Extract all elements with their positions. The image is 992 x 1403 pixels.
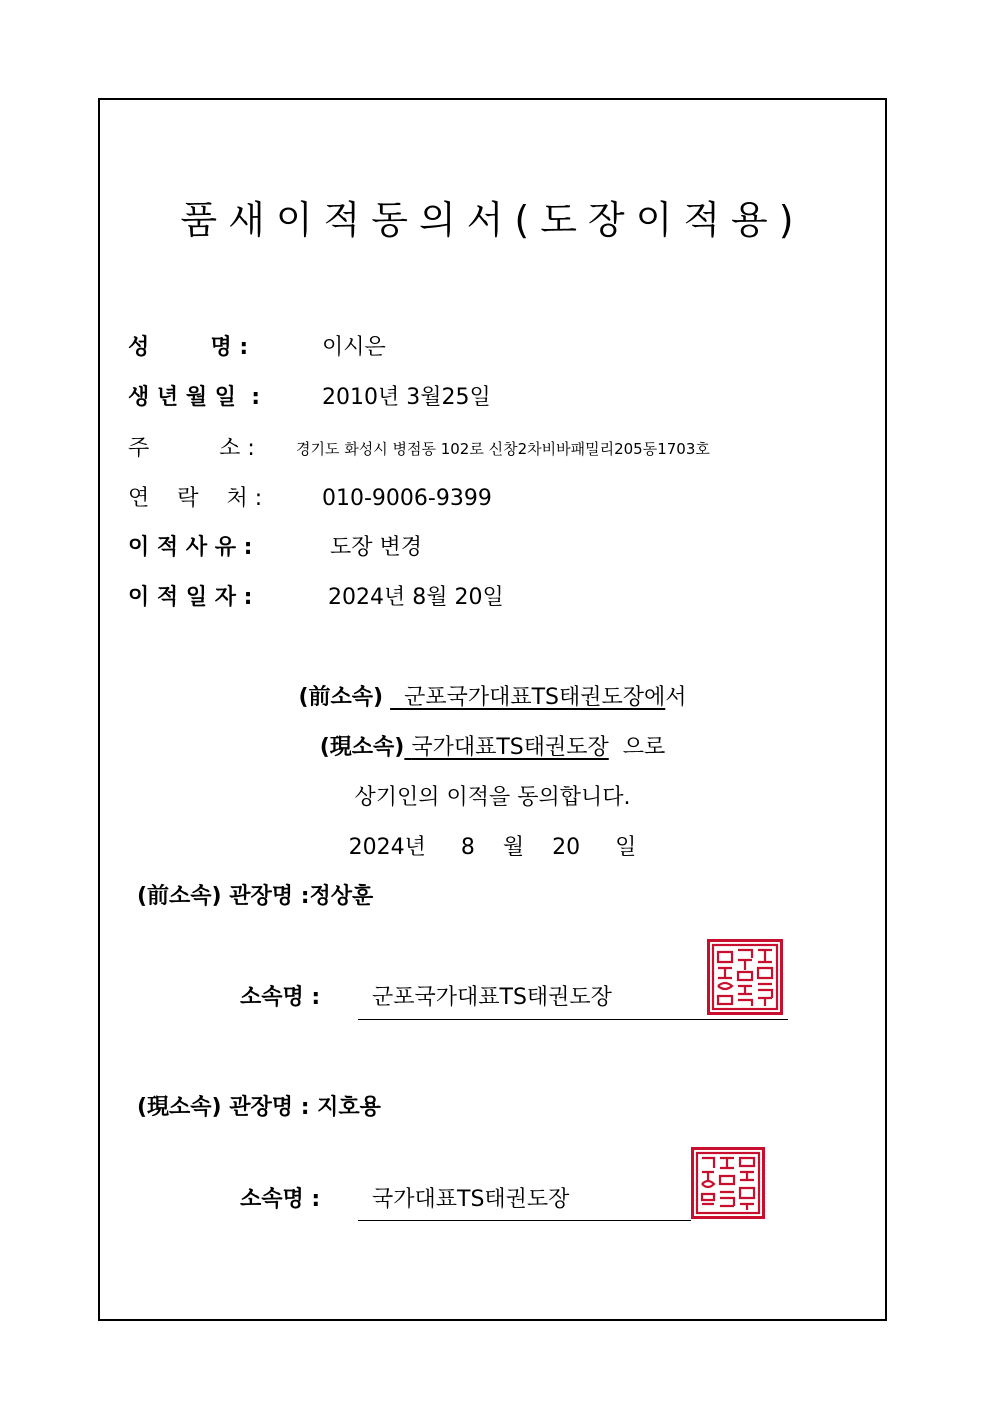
previous-suffix: 서	[665, 685, 687, 710]
previous-affiliation-label: 소속명 :	[240, 985, 321, 1010]
name-label: 성 명 :	[128, 335, 249, 360]
previous-gym-seal	[707, 939, 783, 1015]
reason-label: 이 적 사 유 :	[128, 535, 253, 560]
previous-gym: 군포국가대표TS태권도장에	[404, 685, 666, 710]
transfer-date-label: 이 적 일 자 :	[128, 585, 253, 610]
birth-label: 생 년 월 일 :	[128, 385, 261, 410]
current-gym-seal	[691, 1147, 765, 1219]
current-gym: 국가대표TS태권도장	[411, 735, 609, 760]
contact-label: 연 락 처 :	[128, 486, 263, 511]
previous-prefix: (前소속)	[298, 685, 384, 710]
current-affiliation-label: 소속명 :	[240, 1187, 321, 1212]
document-title: 품새이적동의서(도장이적용)	[180, 198, 805, 242]
current-signature-line	[358, 1220, 691, 1221]
current-affiliation-line	[98, 732, 887, 764]
consent-text: 상기인의 이적을 동의합니다.	[354, 785, 631, 810]
current-affiliation-value: 국가대표TS태권도장	[372, 1187, 570, 1212]
seal-graphic	[694, 1150, 762, 1216]
address-value: 경기도 화성시 병점동 102로 신창2차비바패밀리205동1703호	[296, 440, 710, 458]
reason-value: 도장 변경	[330, 535, 423, 560]
address-label: 주 소 :	[128, 436, 255, 461]
transfer-date-value: 2024년 8월 20일	[328, 585, 504, 610]
contact-value: 010-9006-9399	[322, 486, 492, 511]
previous-director-line: (前소속) 관장명 :정상훈	[137, 884, 374, 909]
previous-affiliation-value: 군포국가대표TS태권도장	[372, 985, 612, 1010]
previous-signature-line	[358, 1019, 788, 1020]
signing-date: 2024년 8 월 20 일	[348, 835, 637, 860]
current-prefix: (現소속)	[319, 735, 405, 760]
seal-graphic	[710, 942, 780, 1012]
previous-affiliation-line	[98, 682, 887, 714]
current-director-line: (現소속) 관장명 : 지호용	[137, 1095, 381, 1120]
birth-value: 2010년 3월25일	[322, 385, 491, 410]
current-suffix: 으로	[622, 735, 666, 760]
name-value: 이시은	[322, 335, 386, 360]
